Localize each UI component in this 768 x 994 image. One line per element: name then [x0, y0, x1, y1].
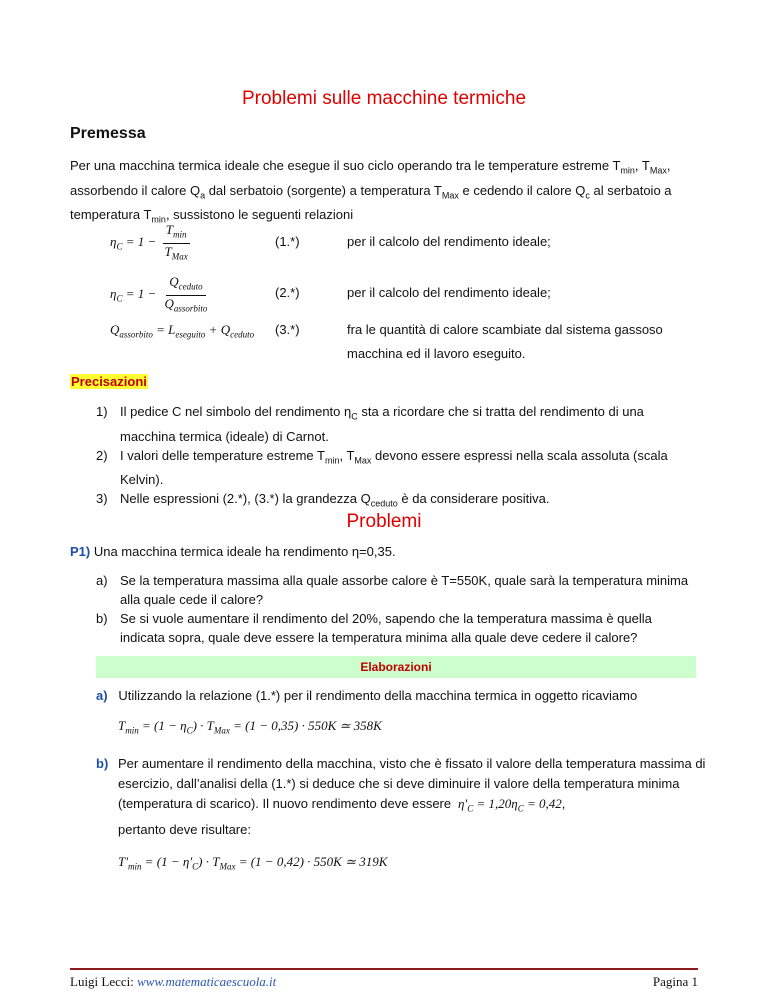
equation-3-desc: fra le quantità di calore scambiate dal sistema gassoso [347, 322, 663, 337]
step-b-after: pertanto deve risultare: [118, 822, 251, 837]
step-a: a) Utilizzando la relazione (1.*) per il rendimento della macchina termica in oggetto ricaviamo [96, 688, 638, 703]
premessa-heading: Premessa [70, 125, 146, 142]
equation-2-number: (2.*) [275, 285, 300, 300]
equation-3: $Q_{assorbito} = L_{eseguito} + Q_{ceduto}$ [110, 322, 255, 340]
equation-1-desc: per il calcolo del rendimento ideale; [347, 234, 551, 249]
equation-2-desc: per il calcolo del rendimento ideale; [347, 285, 551, 300]
problem-1-statement: P1) Una macchina termica ideale ha rendimento η=0,35. [70, 544, 396, 559]
problemi-heading: Problemi [346, 511, 422, 532]
premessa-intro: Per una macchina termica ideale che esegue il suo ciclo operando tra le temperature estreme $T_{min}$, $T_{Max}$, assorbendo il calore $Q_a$ dal serbatoio (sorgente) a temperatura $T_{Max}$ e cedendo il calore $Q_c$ al serbatoio a temperatura $T_{min}$, sussistono le seguenti relazioni [70, 158, 672, 225]
equation-3-desc-cont: macchina ed il lavoro eseguito. [347, 346, 526, 361]
footer-divider [70, 968, 698, 970]
equation-1-number: (1.*) [275, 234, 300, 249]
step-b: b) Per aumentare il rendimento della macchina, visto che è fissato il valore della temperatura massima di esercizio, dall’analisi della (1.*) si deduce che si deve diminuire il valore della temperatura minima (temperatura di scarico). Il nuovo rendimento deve essere $\eta'_C = 1,20\eta_C = 0,42$, [96, 756, 706, 814]
footer-site-link[interactable]: www.matematicaescuola.it [137, 974, 277, 989]
equation-2: $\eta_C = 1$ − $\frac{Q_{ceduto}}{Q_{assorbito}}$ [110, 274, 208, 314]
page-title: Problemi sulle macchine termiche [241, 88, 527, 109]
result-a-equation: $T_{min} = (1 - \eta_C) \cdot T_{Max} = (1 - 0,35) \cdot 550K$ ≃ 358K [118, 718, 382, 736]
equation-3-number: (3.*) [275, 322, 300, 337]
list-item: 3) Nelle espressioni (2.*), (3.*) la grandezza $Q_{ceduto}$ è da considerare positiva. [96, 491, 550, 509]
footer-author: Luigi Lecci: www.matematicaescuola.it [70, 974, 277, 989]
result-b-equation: $T'_{min} = (1 - \eta'_C) \cdot T_{Max} = (1 - 0,42) \cdot 550K$ ≃ 319K [118, 854, 388, 872]
precisazioni-heading: Precisazioni [71, 374, 147, 389]
footer-page-number: Pagina 1 [652, 974, 698, 989]
precisazioni-list [96, 402, 696, 514]
list-item: 1) Il pedice C nel simbolo del rendimento $\eta_C$ sta a ricordare che si tratta del rendimento di una macchina termica (ideale) di Carnot. [96, 404, 644, 444]
list-item: 2) I valori delle temperature estreme $T_{min}$, $T_{Max}$ devono essere espressi nella scala assoluta (scala Kelvin). [96, 447, 668, 488]
equation-1: $\eta_C = 1$ − $\frac{T_{min}}{T_{Max}}$ [110, 222, 188, 262]
problem-1-questions [96, 571, 696, 647]
list-item: b) Se si vuole aumentare il rendimento del 20%, sapendo che la temperatura massima è quella indicata sopra, quale deve essere la temperatura minima alla quale deve cedere il calore? [96, 611, 652, 645]
elaborazioni-banner: Elaborazioni [96, 656, 696, 678]
list-item: a) Se la temperatura massima alla quale assorbe calore è T=550K, quale sarà la temperatura minima alla quale cede il calore? [96, 573, 689, 607]
